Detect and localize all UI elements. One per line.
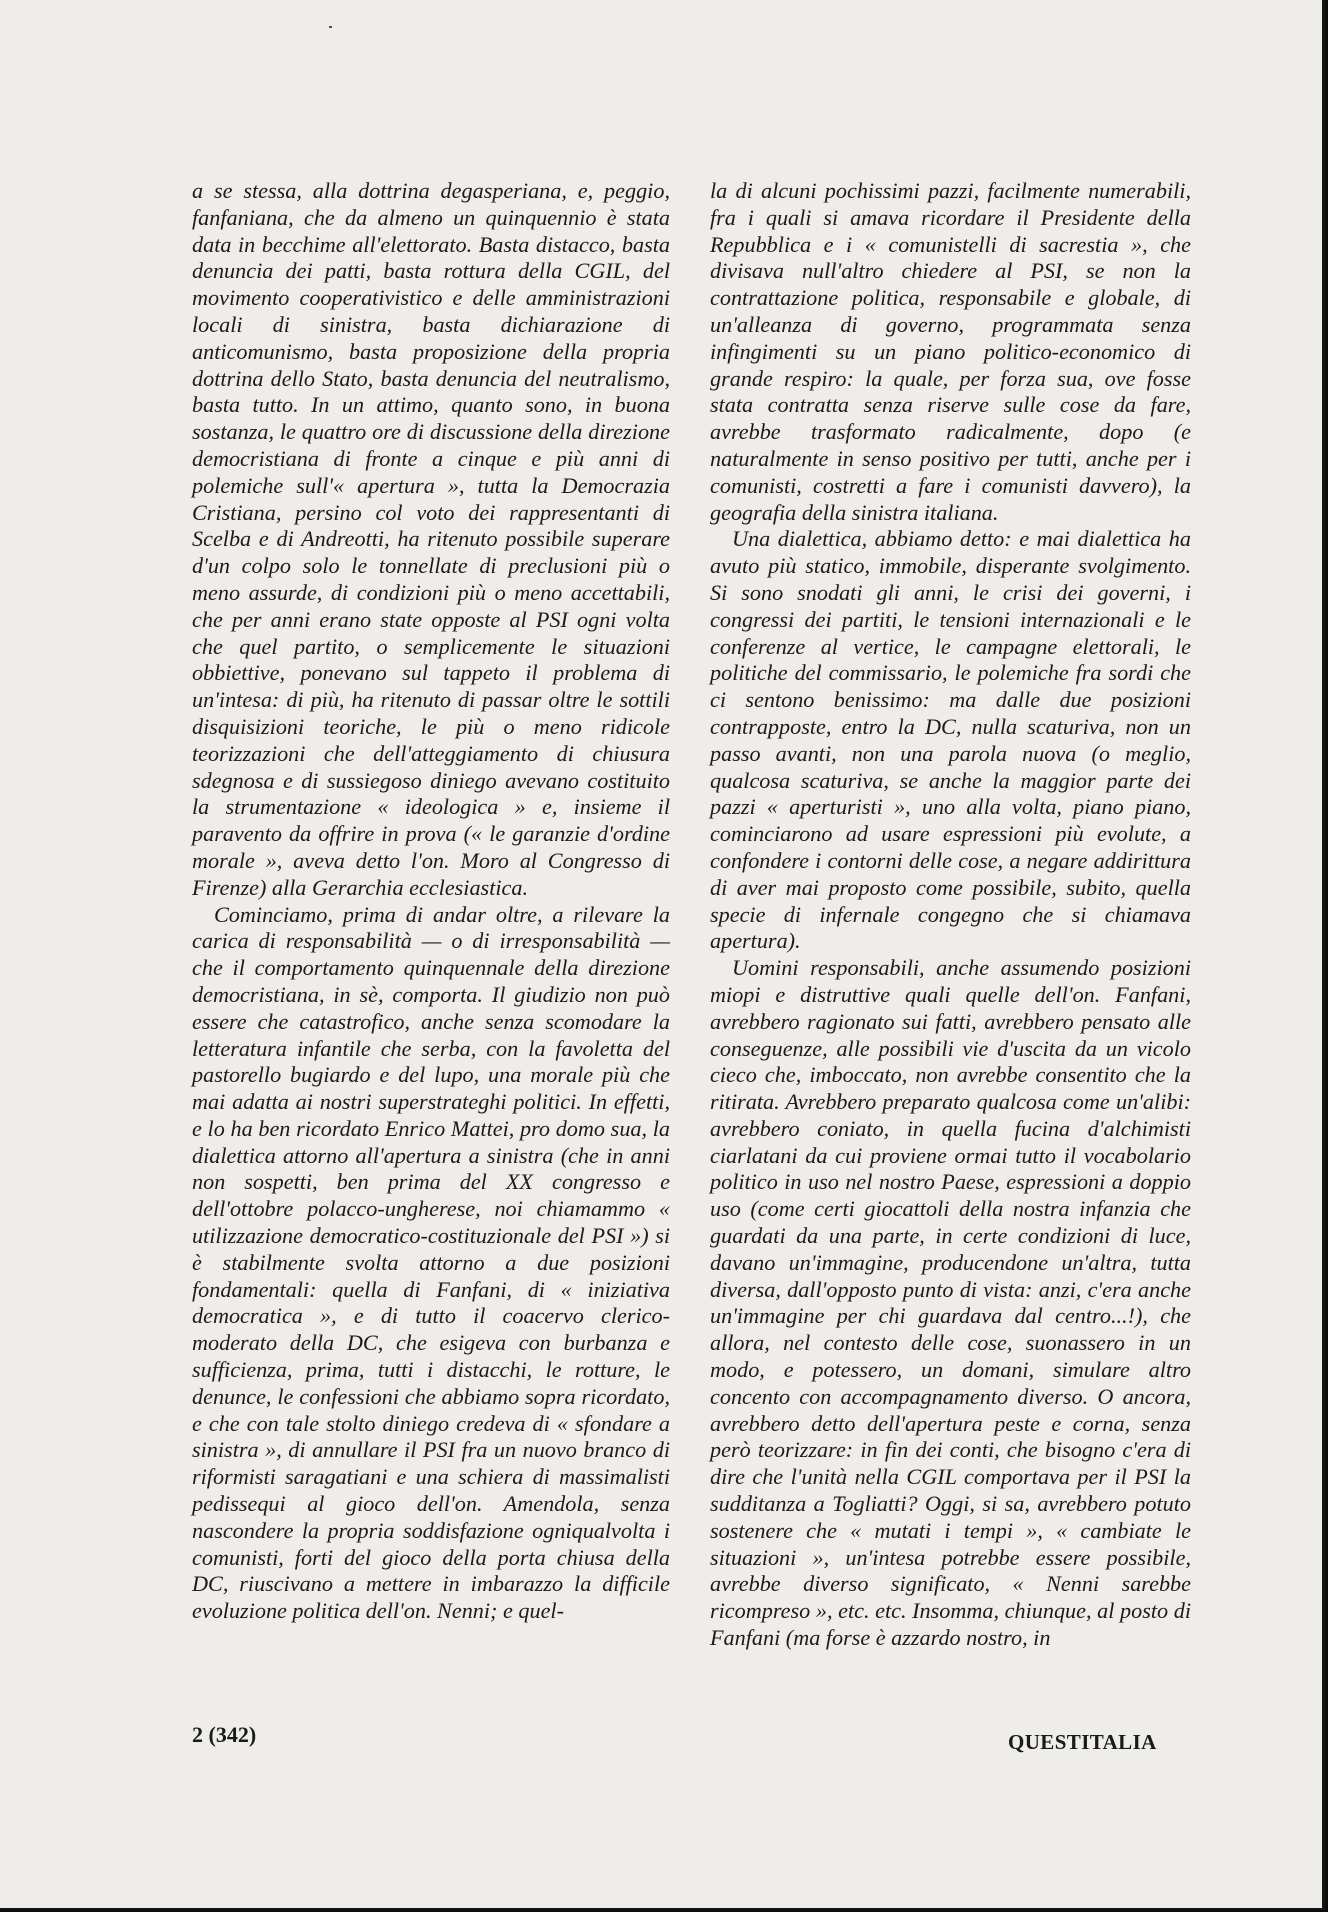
paragraph: Una dialettica, abbiamo detto: e mai dialettica ha avuto più statico, immobile, disperante svolgimento. Si sono snodati gli anni, le crisi dei governi, i congressi dei partiti, le tensioni internazionali e le conferenze al vertice, le campagne elettorali, le politiche del commissario, le polemiche fra sordi che ci sentono benissimo: ma dalle due posizioni contrapposte, entro la DC, nulla scaturiva, non un passo avanti, non una parola nuova (o meglio, qualcosa scaturiva, se anche la maggior parte dei pazzi « aperturisti », uno alla volta, piano piano, cominciarono ad usare espressioni più evolute, a confondere i contorni delle cose, a negare addirittura di aver mai proposto come possibile, subito, quella specie di infernale congegno che si chiamava apertura). bbox=[710, 526, 1191, 954]
paragraph: a se stessa, alla dottrina degasperiana, e, peggio, fanfaniana, che da almeno un quinquennio è stata data in becchime all'elettorato. Basta distacco, basta denuncia dei patti, basta rottura della CGIL, del movimento cooperativistico e delle amministrazioni locali di sinistra, basta dichiarazione di anticomunismo, basta proposizione della propria dottrina dello Stato, basta denuncia del neutralismo, basta tutto. In un attimo, quanto sono, in buona sostanza, le quattro ore di discussione della direzione democristiana di fronte a cinque e più anni di polemiche sull'« apertura », tutta la Democrazia Cristiana, persino col voto dei rappresentanti di Scelba e di Andreotti, ha ritenuto possibile superare d'un colpo solo le tonnellate di preclusioni più o meno assurde, di condizioni più o meno accettabili, che per anni erano state opposte al PSI ogni volta che quel partito, o semplicemente le situazioni obbiettive, ponevano sul tappeto il problema di un'intesa: di più, ha ritenuto di passar oltre le sottili disquisizioni teoriche, le più o meno ridicole teorizzazioni che dell'atteggiamento di chiusura sdegnosa e di sussiegoso diniego avevano costituito la strumentazione « ideologica » e, insieme il paravento da offrire in prova (« le garanzie d'ordine morale », aveva detto l'on. Moro al Congresso di Firenze) alla Gerarchia ecclesiastica. bbox=[192, 178, 670, 900]
publication-name: QUESTITALIA bbox=[1008, 1730, 1157, 1754]
text-column-left bbox=[192, 178, 670, 1625]
paragraph: la di alcuni pochissimi pazzi, facilmente numerabili, fra i quali si amava ricordare il Presidente della Repubblica e i « comunistelli di sacrestia », che divisava null'altro chiedere al PSI, se non la contrattazione politica, responsabile e globale, di un'alleanza di governo, programmata senza infingimenti su un piano politico-economico di grande respiro: la quale, per forza sua, ove fosse stata contratta senza riserve sulle cose da fare, avrebbe trasformato radicalmente, dopo (e naturalmente in senso positivo per tutti, anche per i comunisti, costretti a fare i comunisti davvero), la geografia della sinistra italiana. bbox=[710, 178, 1191, 525]
paragraph: Cominciamo, prima di andar oltre, a rilevare la carica di responsabilità — o di irresponsabilità — che il comportamento quinquennale della direzione democristiana, in sè, comporta. Il giudizio non può essere che catastrofico, anche senza scomodare la letteratura infantile che serba, con la favoletta del pastorello bugiardo e del lupo, una morale più che mai adatta ai nostri superstrateghi politici. In effetti, e lo ha ben ricordato Enrico Mattei, pro domo sua, la dialettica attorno all'apertura a sinistra (che in anni non sospetti, ben prima del XX congresso e dell'ottobre polacco-ungherese, noi chiamammo « utilizzazione democratico-costituzionale del PSI ») si è stabilmente svolta attorno a due posizioni fondamentali: quella di Fanfani, di « iniziativa democratica », e di tutto il coacervo clerico-moderato della DC, che esigeva con burbanza e sufficienza, prima, tutti i distacchi, le rotture, le denunce, le confessioni che abbiamo sopra ricordato, e che con tale stolto diniego credeva di « sfondare a sinistra », di annullare il PSI fra un nuovo branco di riformisti saragatiani e una schiera di massimalisti pedissequi al gioco dell'on. Amendola, senza nascondere la propria soddisfazione ogniqualvolta i comunisti, forti del gioco della porta chiusa della DC, riuscivano a mettere in imbarazzo la difficile evoluzione politica dell'on. Nenni; e quel- bbox=[192, 901, 670, 1624]
page-number: 2 (342) bbox=[192, 1722, 257, 1747]
paragraph: Uomini responsabili, anche assumendo posizioni miopi e distruttive quali quelle dell'on. Fanfani, avrebbero ragionato sui fatti, avrebbero pensato alle conseguenze, alle possibili vie d'uscita da un vicolo cieco che, imboccato, non avrebbe consentito che la ritirata. Avrebbero preparato qualcosa come un'alibi: avrebbero coniato, in quella fucina d'alchimisti ciarlatani da cui proviene ormai tutto il vocabolario politico in uso nel nostro Paese, espressioni a doppio uso (come certi giocattoli della nostra infanzia che guardati da una parte, in certe condizioni di luce, davano un'immagine, producendone un'altra, tutta diversa, dall'opposto punto di vista: anzi, c'era anche un'immagine per chi guardava dal centro...!), che allora, nel contesto delle cose, suonassero in un modo, e potessero, un domani, simulare altro concento con accompagnamento diverso. O ancora, avrebbero detto dell'apertura peste e corna, senza però teorizzare: in fin dei conti, che bisogno c'era di dire che l'unità nella CGIL comportava per il PSI la sudditanza a Togliatti? Oggi, si sa, avrebbero potuto sostenere che « mutati i tempi », « cambiate le situazioni », un'intesa potrebbe essere possibile, avrebbe diverso significato, « Nenni sarebbe ricompreso », etc. etc. Insomma, chiunque, al posto di Fanfani (ma forse è azzardo nostro, in bbox=[710, 955, 1191, 1651]
print-mark bbox=[329, 26, 332, 28]
text-column-right bbox=[710, 178, 1191, 1652]
